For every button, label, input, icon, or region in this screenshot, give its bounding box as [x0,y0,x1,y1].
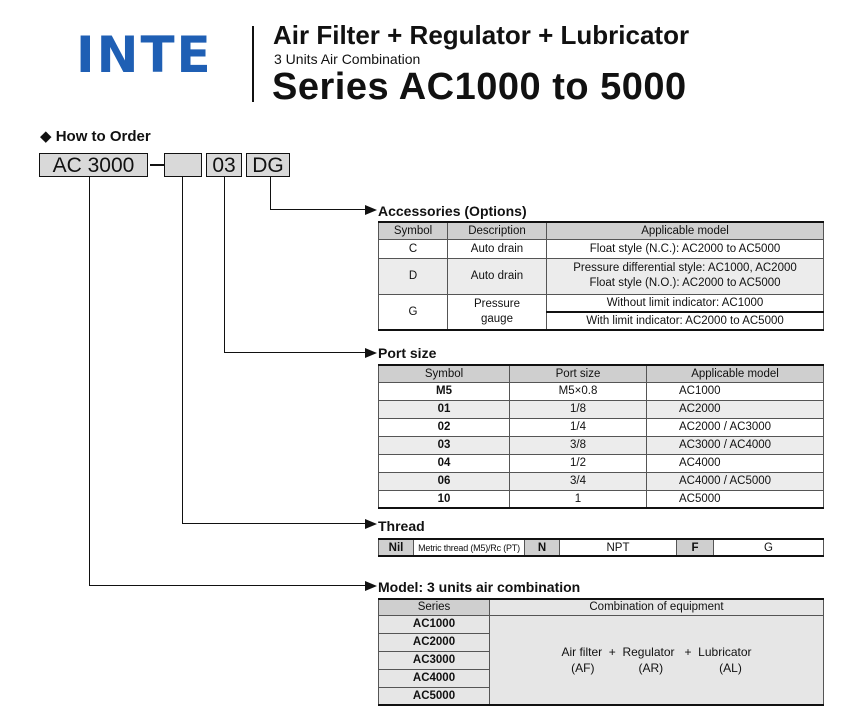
port-size-cell: 1/8 [510,400,647,418]
thread-code-box [164,153,202,177]
code-dash [150,164,164,166]
thread-title: Thread [378,518,425,534]
port-symbol: 04 [379,454,510,472]
port-connector-h [224,352,370,353]
accessory-code-box: DG [246,153,290,177]
thread-description: G [714,539,824,556]
port-header-symbol: Symbol [379,365,510,382]
port-size-cell: 1 [510,490,647,508]
acc-model-line: Pressure differential style: AC1000, AC2000 [573,262,797,274]
table-row [379,472,824,490]
acc-description: Auto drain [448,258,547,294]
port-code-box: 03 [206,153,242,177]
table-row [379,418,824,436]
acc-desc-line: gauge [481,312,513,325]
header-divider [252,26,254,102]
table-row [379,615,824,633]
port-symbol: 01 [379,400,510,418]
inte-logo: INTE [76,26,213,84]
al-abbrev: (AL) [719,660,742,675]
table-row [379,400,824,418]
port-size-cell: 1/2 [510,454,647,472]
model-header-series: Series [379,599,490,615]
model-connector [89,177,90,586]
acc-header-description: Description [448,222,547,239]
accessories-table [378,221,824,331]
thread-description: NPT [560,539,677,556]
port-model: AC2000 [647,400,824,418]
port-symbol: 10 [379,490,510,508]
port-model: AC2000 / AC3000 [647,418,824,436]
combination-abbrev-line [494,660,819,676]
port-size-table [378,364,824,509]
table-row [379,258,824,294]
acc-model: Float style (N.C.): AC2000 to AC5000 [547,239,824,258]
table-row [379,539,824,556]
combination-cell [490,615,824,705]
acc-header-symbol: Symbol [379,222,448,239]
model-series-cell: AC4000 [379,669,490,687]
acc-symbol: D [379,258,448,294]
thread-arrow-icon [365,519,377,529]
port-model: AC4000 / AC5000 [647,472,824,490]
accessory-connector [270,177,271,210]
thread-table [378,538,824,557]
port-size-title: Port size [378,345,437,361]
model-series-cell: AC1000 [379,615,490,633]
model-connector-h [89,585,370,586]
acc-model: With limit indicator: AC2000 to AC5000 [547,312,824,330]
port-size-cell: 3/4 [510,472,647,490]
port-header-size: Port size [510,365,647,382]
model-series-cell: AC3000 [379,651,490,669]
port-model: AC5000 [647,490,824,508]
port-symbol: 06 [379,472,510,490]
thread-connector [182,177,183,524]
port-size-cell: 1/4 [510,418,647,436]
port-model: AC1000 [647,382,824,400]
port-symbol: M5 [379,382,510,400]
port-connector [224,177,225,353]
acc-symbol: C [379,239,448,258]
thread-symbol: Nil [379,539,414,556]
diamond-bullet-icon: ◆ [40,128,52,145]
model-code-box: AC 3000 [39,153,148,177]
port-arrow-icon [365,348,377,358]
how-to-order-heading [40,127,151,145]
accessory-arrow-icon [365,205,377,215]
table-row [379,382,824,400]
thread-symbol: F [677,539,714,556]
acc-desc-line: Pressure [473,297,521,310]
combination-line: Air filter + Regulator + Lubricator [561,644,752,659]
model-header-combination: Combination of equipment [490,599,824,615]
table-row [379,490,824,508]
port-size-cell: 3/8 [510,436,647,454]
accessory-connector-h [270,209,370,210]
how-to-order-label: How to Order [55,128,151,145]
port-model: AC3000 / AC4000 [647,436,824,454]
thread-description: Metric thread (M5)/Rc (PT) [414,539,525,556]
model-table [378,598,824,706]
port-symbol: 03 [379,436,510,454]
thread-symbol: N [525,539,560,556]
acc-model-line: Float style (N.O.): AC2000 to AC5000 [589,277,781,289]
series-title: Series AC1000 to 5000 [272,66,687,108]
table-row [379,436,824,454]
ar-abbrev: (AR) [638,660,664,675]
table-row [379,294,824,312]
acc-symbol: G [379,294,448,330]
model-series-cell: AC5000 [379,687,490,705]
model-arrow-icon [365,581,377,591]
page-subtitle: 3 Units Air Combination [274,51,421,67]
port-model: AC4000 [647,454,824,472]
model-series-cell: AC2000 [379,633,490,651]
port-symbol: 02 [379,418,510,436]
acc-description [448,294,547,330]
af-abbrev: (AF) [571,660,595,675]
accessories-title: Accessories (Options) [378,203,527,219]
port-size-cell: M5×0.8 [510,382,647,400]
thread-connector-h [182,523,370,524]
table-row [379,454,824,472]
acc-header-model: Applicable model [547,222,824,239]
page-title: Air Filter + Regulator + Lubricator [273,20,690,50]
acc-model [547,258,824,294]
acc-model: Without limit indicator: AC1000 [547,294,824,312]
model-title: Model: 3 units air combination [378,579,581,595]
port-header-model: Applicable model [647,365,824,382]
acc-description: Auto drain [448,239,547,258]
table-row [379,239,824,258]
